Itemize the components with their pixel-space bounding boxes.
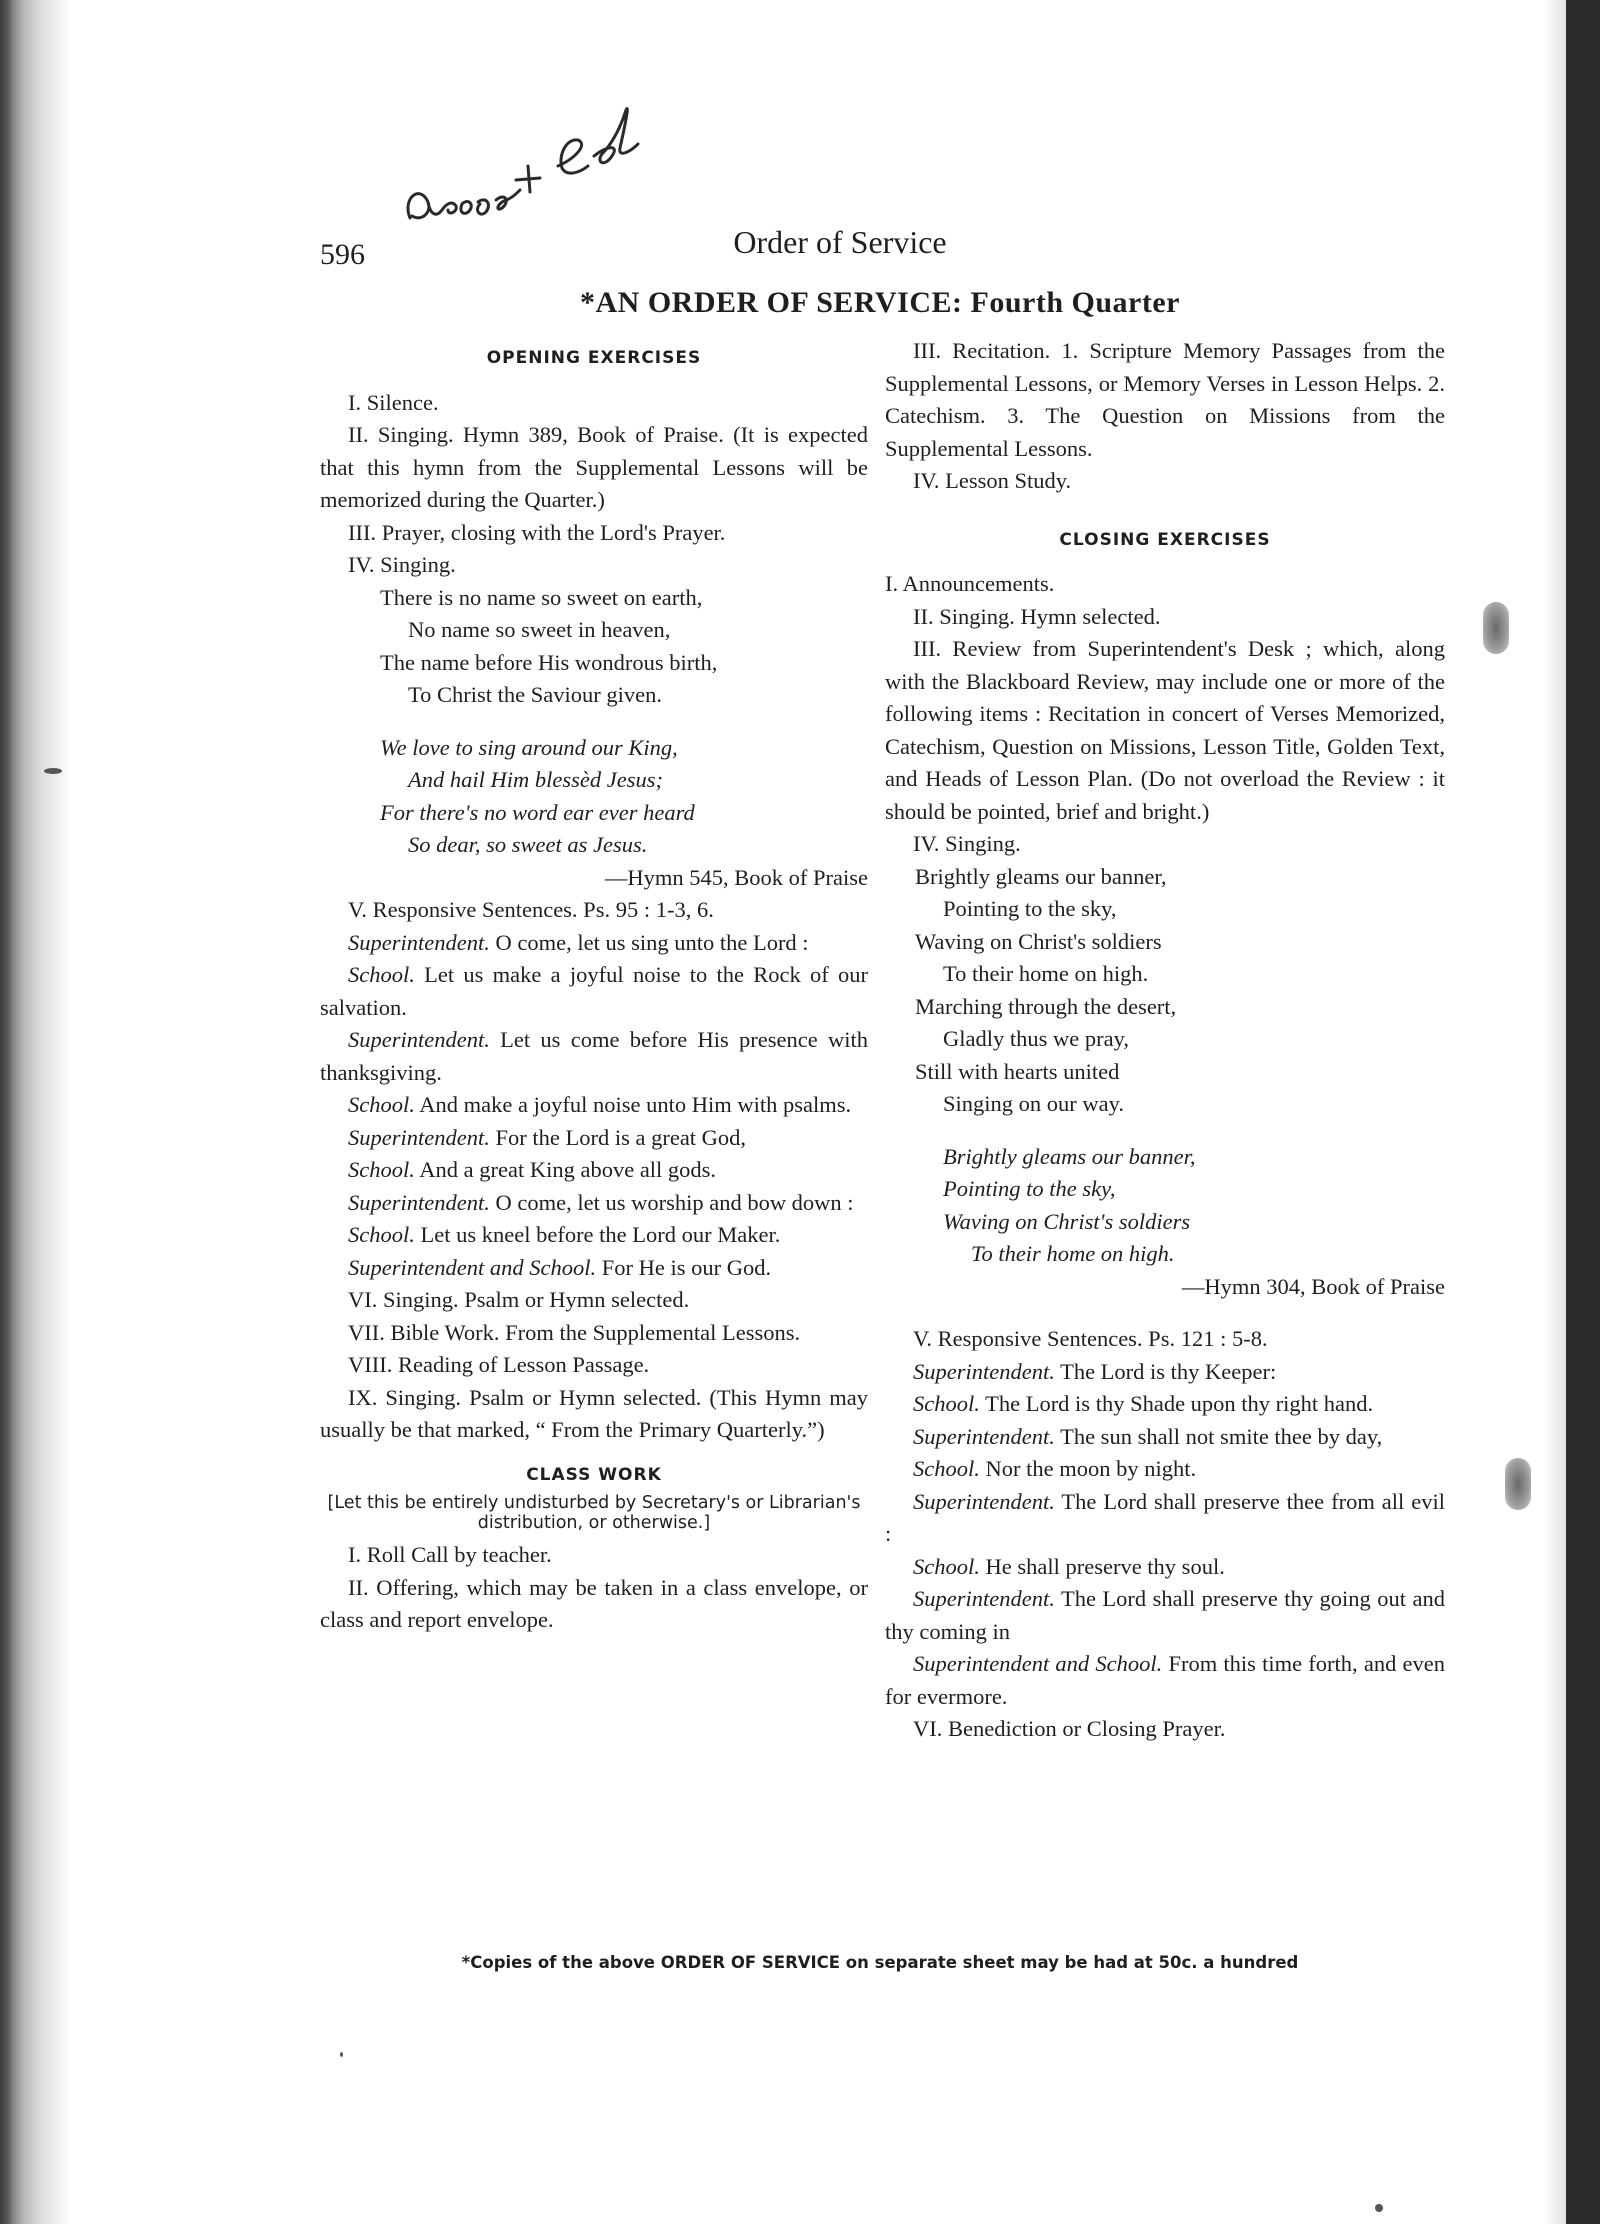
- response-text: The Lord is thy Keeper:: [1060, 1358, 1277, 1384]
- hymn-line: Gladly thus we pray,: [943, 1026, 1129, 1051]
- opening-prayer: III. Prayer, closing with the Lord's Prayer.: [348, 519, 726, 545]
- hymn-line: Pointing to the sky,: [943, 896, 1117, 921]
- hymn-line: There is no name so sweet on earth,: [380, 584, 703, 610]
- response-speaker: School.: [348, 1157, 415, 1182]
- closing-benediction: VI. Benediction or Closing Prayer.: [913, 1716, 1226, 1741]
- response-line: [885, 1453, 1445, 1486]
- closing-review: III. Review from Superintendent's Desk ; which, along with the Blackboard Review, may include one or more of the following items : Recitation in concert of Verses Memorized, Catechism, Question on Missions, Lesson Title, Golden Text, and Heads of Lesson Plan. (Do not overload the Review : it should be pointed, brief and bright.): [885, 636, 1445, 824]
- response-line: [320, 1024, 868, 1089]
- response-speaker: Superintendent and School.: [348, 1254, 597, 1280]
- response-line: [320, 1154, 868, 1187]
- response-speaker: School.: [913, 1553, 980, 1579]
- response-text: From this time forth, and even for evermore.: [885, 1651, 1446, 1709]
- response-speaker: Superintendent and School.: [913, 1651, 1163, 1676]
- response-text: O come, let us worship and bow down :: [495, 1189, 854, 1215]
- response-text: And a great King above all gods.: [419, 1157, 717, 1182]
- response-text: And make a joyful noise unto Him with psalms.: [419, 1092, 852, 1117]
- right-column: [885, 335, 1445, 1746]
- response-text: O come, let us sing unto the Lord :: [495, 929, 809, 955]
- response-line: [885, 1388, 1445, 1421]
- opening-singing-heading: IV. Singing.: [348, 552, 456, 577]
- response-text: The Lord shall preserve thy going out and thy coming in: [885, 1586, 1446, 1644]
- opening-singing-hymn-389: II. Singing. Hymn 389, Book of Praise. (It is expected that this hymn from the Supplemental Lessons will be memorized during the Quarter.): [320, 422, 868, 512]
- closing-announcements: I. Announcements.: [885, 571, 1055, 596]
- ink-speck: [1375, 2204, 1383, 2212]
- response-line: [885, 1648, 1445, 1713]
- response-speaker: Superintendent.: [913, 1586, 1055, 1611]
- refrain-line: For there's no word ear ever heard: [380, 799, 695, 825]
- response-line: [885, 1486, 1445, 1551]
- response-text: The Lord shall preserve thee from all evil :: [885, 1488, 1446, 1546]
- response-speaker: School.: [348, 1092, 415, 1117]
- scan-binding-edge: [0, 0, 70, 2224]
- opening-exercises-heading: OPENING EXERCISES: [486, 348, 702, 368]
- page-number: 596: [320, 238, 365, 271]
- closing-exercises-heading: CLOSING EXERCISES: [1059, 529, 1271, 550]
- refrain-line: To their home on high.: [971, 1241, 1175, 1266]
- response-line: [885, 1551, 1445, 1584]
- response-line: [320, 927, 868, 960]
- class-work-roll-call: I. Roll Call by teacher.: [348, 1542, 552, 1567]
- response-speaker: School.: [348, 1222, 415, 1247]
- response-speaker: Superintendent.: [348, 1124, 490, 1150]
- ink-speck: [44, 768, 62, 774]
- refrain-line: Pointing to the sky,: [943, 1176, 1116, 1201]
- punch-hole: [1483, 602, 1509, 654]
- opening-singing-primary: IX. Singing. Psalm or Hymn selected. (This Hymn may usually be that marked, “ From the Primary Quarterly.”): [320, 1384, 868, 1442]
- response-text: For the Lord is a great God,: [495, 1124, 747, 1150]
- refrain-line: And hail Him blessèd Jesus;: [408, 767, 663, 792]
- closing-responsive-sentences: V. Responsive Sentences. Ps. 121 : 5-8.: [913, 1326, 1268, 1351]
- opening-reading: VIII. Reading of Lesson Passage.: [348, 1352, 650, 1377]
- running-head: Order of Service: [733, 224, 947, 260]
- response-text: Let us make a joyful noise to the Rock of our salvation.: [320, 962, 869, 1020]
- opening-singing-psalm: VI. Singing. Psalm or Hymn selected.: [348, 1287, 690, 1312]
- response-speaker: School.: [913, 1391, 980, 1416]
- opening-bible-work: VII. Bible Work. From the Supplemental Lessons.: [348, 1319, 801, 1345]
- left-column: [320, 342, 868, 1637]
- class-work-heading: CLASS WORK: [526, 1464, 662, 1485]
- response-speaker: Superintendent.: [913, 1423, 1055, 1449]
- hymn-line: Still with hearts united: [915, 1058, 1120, 1084]
- response-text: For He is our God.: [601, 1254, 772, 1280]
- response-text: He shall preserve thy soul.: [985, 1553, 1225, 1579]
- hymn-line: To their home on high.: [943, 961, 1149, 986]
- opening-responsive-sentences: V. Responsive Sentences. Ps. 95 : 1-3, 6.: [348, 897, 714, 922]
- response-speaker: Superintendent.: [348, 1189, 490, 1215]
- response-line: [885, 1421, 1445, 1454]
- opening-silence: I. Silence.: [348, 389, 439, 415]
- punch-hole: [1505, 1458, 1531, 1510]
- hymn-line: No name so sweet in heaven,: [408, 617, 671, 642]
- class-work-offering: II. Offering, which may be taken in a class envelope, or class and report envelope.: [320, 1574, 868, 1632]
- response-speaker: Superintendent.: [348, 1027, 490, 1052]
- response-text: Nor the moon by night.: [985, 1456, 1197, 1481]
- response-line: [320, 1252, 868, 1285]
- hymn-line: To Christ the Saviour given.: [408, 682, 663, 707]
- scan-right-shadow: [1544, 0, 1566, 2224]
- response-text: Let us kneel before the Lord our Maker.: [420, 1222, 781, 1247]
- response-speaker: Superintendent.: [913, 1488, 1055, 1514]
- refrain-line: Brightly gleams our banner,: [943, 1143, 1196, 1169]
- hymn-line: Singing on our way.: [943, 1091, 1125, 1116]
- hymn-attribution: —Hymn 545, Book of Praise: [604, 864, 868, 890]
- hymn-line: Brightly gleams our banner,: [915, 863, 1167, 889]
- footnote: *Copies of the above ORDER OF SERVICE on separate sheet may be had at 50c. a hundred: [461, 1953, 1299, 1972]
- response-line: [320, 1187, 868, 1220]
- closing-singing-heading: IV. Singing.: [913, 831, 1021, 856]
- hymn-line: Waving on Christ's soldiers: [915, 928, 1162, 954]
- scan-right-border: [1566, 0, 1600, 2224]
- class-work-note: [Let this be entirely undisturbed by Secretary's or Librarian's distribution, or otherwise.]: [327, 1493, 861, 1533]
- response-line: [320, 1219, 868, 1252]
- refrain-line: We love to sing around our King,: [380, 734, 678, 760]
- response-line: [320, 1122, 868, 1155]
- response-line: [320, 1089, 868, 1122]
- class-work-lesson-study: IV. Lesson Study.: [913, 468, 1072, 493]
- ink-speck: [340, 2052, 343, 2057]
- response-speaker: Superintendent.: [348, 929, 490, 955]
- page-title: *AN ORDER OF SERVICE: Fourth Quarter: [580, 286, 1180, 319]
- response-line: [320, 959, 868, 1024]
- response-speaker: School.: [913, 1456, 980, 1481]
- response-line: [885, 1583, 1445, 1648]
- class-work-recitation: III. Recitation. 1. Scripture Memory Passages from the Supplemental Lessons, or Memory Verses in Lesson Helps. 2. Catechism. 3. The Question on Missions from the Supplemental Lessons.: [885, 338, 1445, 461]
- closing-singing-hymn: II. Singing. Hymn selected.: [913, 603, 1161, 629]
- hymn-line: The name before His wondrous birth,: [380, 649, 718, 675]
- refrain-line: So dear, so sweet as Jesus.: [408, 832, 648, 857]
- hymn-line: Marching through the desert,: [915, 993, 1177, 1019]
- response-line: [885, 1356, 1445, 1389]
- response-text: The Lord is thy Shade upon thy right hand.: [985, 1391, 1374, 1416]
- refrain-line: Waving on Christ's soldiers: [943, 1208, 1191, 1234]
- hymn-attribution: —Hymn 304, Book of Praise: [1181, 1273, 1445, 1299]
- response-text: Let us come before His presence with thanksgiving.: [320, 1027, 869, 1085]
- response-speaker: Superintendent.: [913, 1358, 1055, 1384]
- response-speaker: School.: [348, 962, 415, 987]
- response-text: The sun shall not smite thee by day,: [1060, 1423, 1383, 1449]
